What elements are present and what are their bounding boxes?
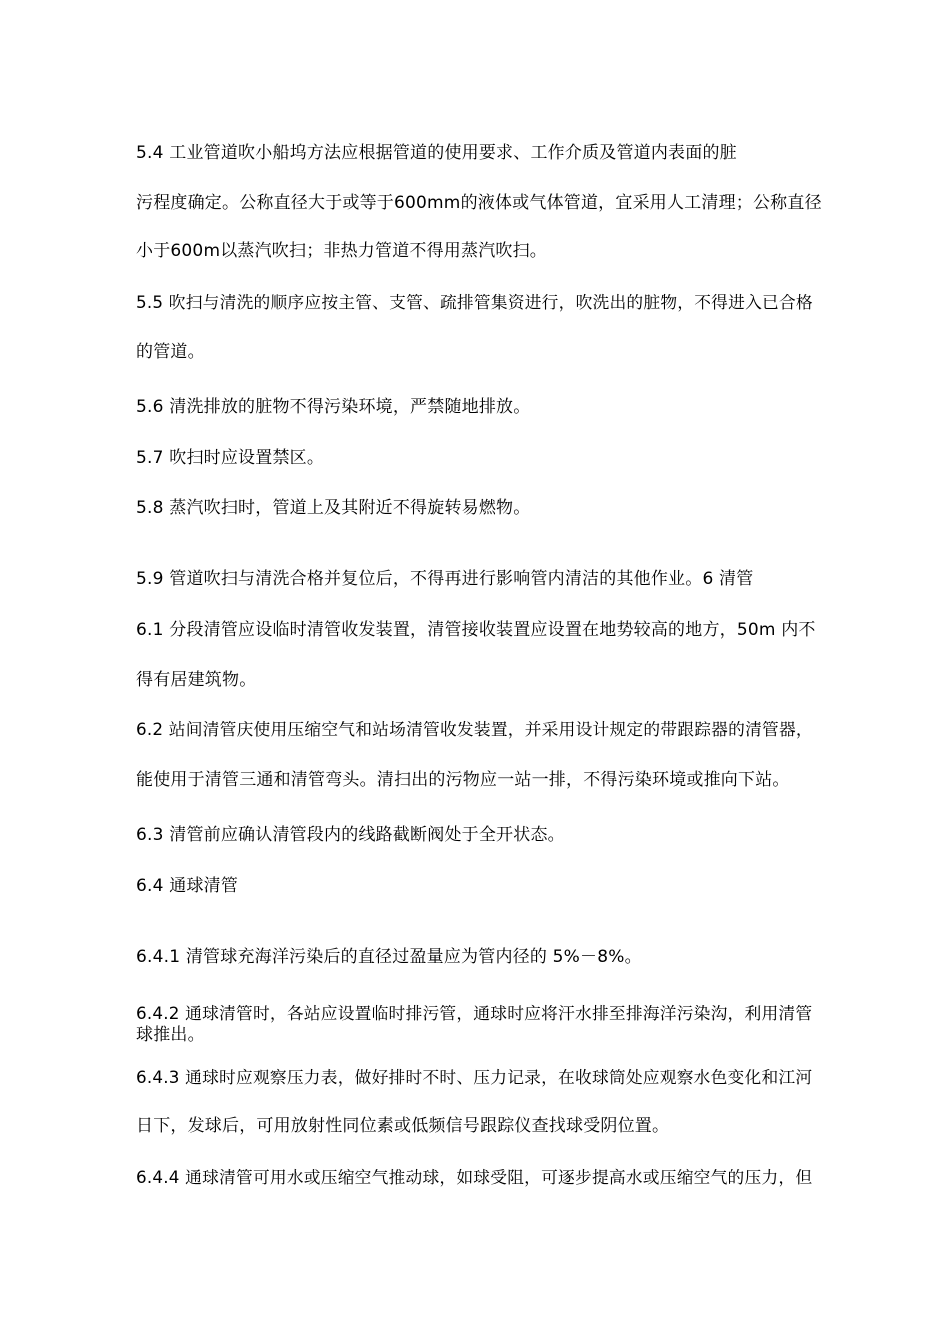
- text-line: 小于600m以蒸汽吹扫；非热力管道不得用蒸汽吹扫。: [136, 241, 548, 261]
- text-line: 球推出。: [136, 1025, 205, 1045]
- text-line: 6.4.2 通球清管时，各站应设置临时排污管，通球时应将汗水排至排海洋污染沟，利用清管: [136, 1003, 813, 1023]
- text-line: 6.1 分段清管应设临时清管收发装置，清管接收装置应设置在地势较高的地方，50m 内不: [136, 620, 816, 640]
- text-line: 能使用于清管三通和清管弯头。清扫出的污物应一站一排，不得污染环境或推向下站。: [136, 770, 790, 790]
- text-line: 5.5 吹扫与清洗的顺序应按主管、支管、疏排管集资进行，吹洗出的脏物，不得进入已合格: [136, 292, 813, 312]
- text-line: 5.4 工业管道吹小船坞方法应根据管道的使用要求、工作介质及管道内表面的脏: [136, 143, 737, 163]
- text-line: 6.3 清管前应确认清管段内的线路截断阀处于全开状态。: [136, 825, 565, 845]
- text-line: 得有居建筑物。: [136, 670, 257, 690]
- text-line: 6.4.3 通球时应观察压力表，做好排时不时、压力记录，在收球筒处应观察水色变化和江河: [136, 1067, 813, 1087]
- text-line: 5.6 清洗排放的脏物不得污染环境，严禁随地排放。: [136, 397, 531, 417]
- text-line: 日下，发球后，可用放射性同位素或低频信号跟踪仪查找球受阴位置。: [136, 1116, 670, 1136]
- text-line: 5.8 蒸汽吹扫时，管道上及其附近不得旋转易燃物。: [136, 498, 531, 518]
- text-line: 5.7 吹扫时应设置禁区。: [136, 448, 325, 468]
- text-line: 6.4.1 清管球充海洋污染后的直径过盈量应为管内径的 5%－8%。: [136, 947, 642, 967]
- text-line: 5.9 管道吹扫与清洗合格并复位后，不得再进行影响管内清洁的其他作业。6 清管: [136, 569, 754, 589]
- text-line: 污程度确定。公称直径大于或等于600mm的液体或气体管道，宜采用人工清理；公称直径: [136, 193, 822, 213]
- text-line: 的管道。: [136, 342, 205, 362]
- text-line: 6.4.4 通球清管可用水或压缩空气推动球，如球受阻，可逐步提高水或压缩空气的压力，但: [136, 1167, 813, 1187]
- text-line: 6.2 站间清管庆使用压缩空气和站场清管收发装置，并采用设计规定的带跟踪器的清管器，: [136, 719, 813, 739]
- text-line: 6.4 通球清管: [136, 876, 239, 896]
